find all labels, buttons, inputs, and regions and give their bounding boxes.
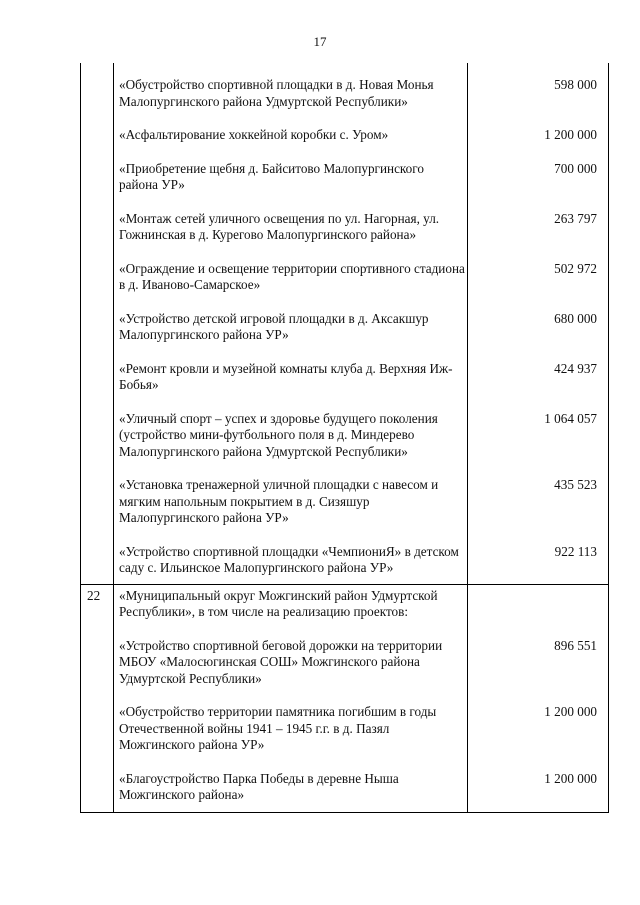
table-row <box>81 361 609 411</box>
project-name: «Установка тренажерной уличной площадки с навесом и мягким напольным покрытием в д. Сизяшур Малопургинского района УР» <box>114 477 468 544</box>
row-number <box>81 771 114 813</box>
row-number <box>81 544 114 585</box>
table-row <box>81 63 609 127</box>
project-name: «Ремонт кровли и музейной комнаты клуба д. Верхняя Иж-Бобья» <box>114 361 468 411</box>
row-number <box>81 704 114 771</box>
table-row <box>81 261 609 311</box>
section-header-row <box>81 584 609 638</box>
table-row <box>81 544 609 585</box>
row-number <box>81 127 114 161</box>
project-sum: 922 113 <box>468 544 609 585</box>
table-row <box>81 771 609 813</box>
project-sum: 680 000 <box>468 311 609 361</box>
project-name: «Монтаж сетей уличного освещения по ул. Нагорная, ул. Гожнинская в д. Курегово Малопургинского района» <box>114 211 468 261</box>
project-name: «Устройство спортивной площадки «ЧемпиониЯ» в детском саду с. Ильинское Малопургинского района УР» <box>114 544 468 585</box>
project-sum: 1 200 000 <box>468 704 609 771</box>
project-sum: 435 523 <box>468 477 609 544</box>
table-row <box>81 638 609 705</box>
table-row <box>81 161 609 211</box>
project-sum: 424 937 <box>468 361 609 411</box>
section-title: «Муниципальный округ Можгинский район Удмуртской Республики», в том числе на реализацию проектов: <box>114 584 468 638</box>
row-number <box>81 211 114 261</box>
row-number <box>81 477 114 544</box>
project-name: «Уличный спорт – успех и здоровье будущего поколения (устройство мини-футбольного поля в д. Миндерево Малопургинского района Удмуртской Республики» <box>114 411 468 478</box>
project-name: «Обустройство спортивной площадки в д. Новая Монья Малопургинского района Удмуртской Республики» <box>114 63 468 127</box>
project-name: «Благоустройство Парка Победы в деревне Ныша Можгинского района» <box>114 771 468 813</box>
row-number <box>81 638 114 705</box>
project-sum: 700 000 <box>468 161 609 211</box>
table-row <box>81 704 609 771</box>
section-number: 22 <box>81 584 114 638</box>
section-sum <box>468 584 609 638</box>
table-row <box>81 411 609 478</box>
row-number <box>81 63 114 127</box>
budget-table <box>80 63 609 813</box>
project-name: «Асфальтирование хоккейной коробки с. Уром» <box>114 127 468 161</box>
table-row <box>81 211 609 261</box>
table-row <box>81 127 609 161</box>
project-sum: 1 200 000 <box>468 127 609 161</box>
table-row <box>81 477 609 544</box>
row-number <box>81 411 114 478</box>
project-sum: 502 972 <box>468 261 609 311</box>
project-sum: 598 000 <box>468 63 609 127</box>
row-number <box>81 161 114 211</box>
project-name: «Приобретение щебня д. Байситово Малопургинского района УР» <box>114 161 468 211</box>
project-name: «Устройство спортивной беговой дорожки на территории МБОУ «Малосюгинская СОШ» Можгинского района Удмуртской Республики» <box>114 638 468 705</box>
page-number: 17 <box>313 34 327 49</box>
project-name: «Обустройство территории памятника погибшим в годы Отечественной войны 1941 – 1945 г.г. в д. Пазял Можгинского района УР» <box>114 704 468 771</box>
row-number <box>81 261 114 311</box>
project-sum: 1 064 057 <box>468 411 609 478</box>
table-row <box>81 311 609 361</box>
project-sum: 896 551 <box>468 638 609 705</box>
project-sum: 263 797 <box>468 211 609 261</box>
row-number <box>81 311 114 361</box>
row-number <box>81 361 114 411</box>
project-name: «Устройство детской игровой площадки в д. Аксакшур Малопургинского района УР» <box>114 311 468 361</box>
project-sum: 1 200 000 <box>468 771 609 813</box>
project-name: «Ограждение и освещение территории спортивного стадиона в д. Иваново-Самарское» <box>114 261 468 311</box>
